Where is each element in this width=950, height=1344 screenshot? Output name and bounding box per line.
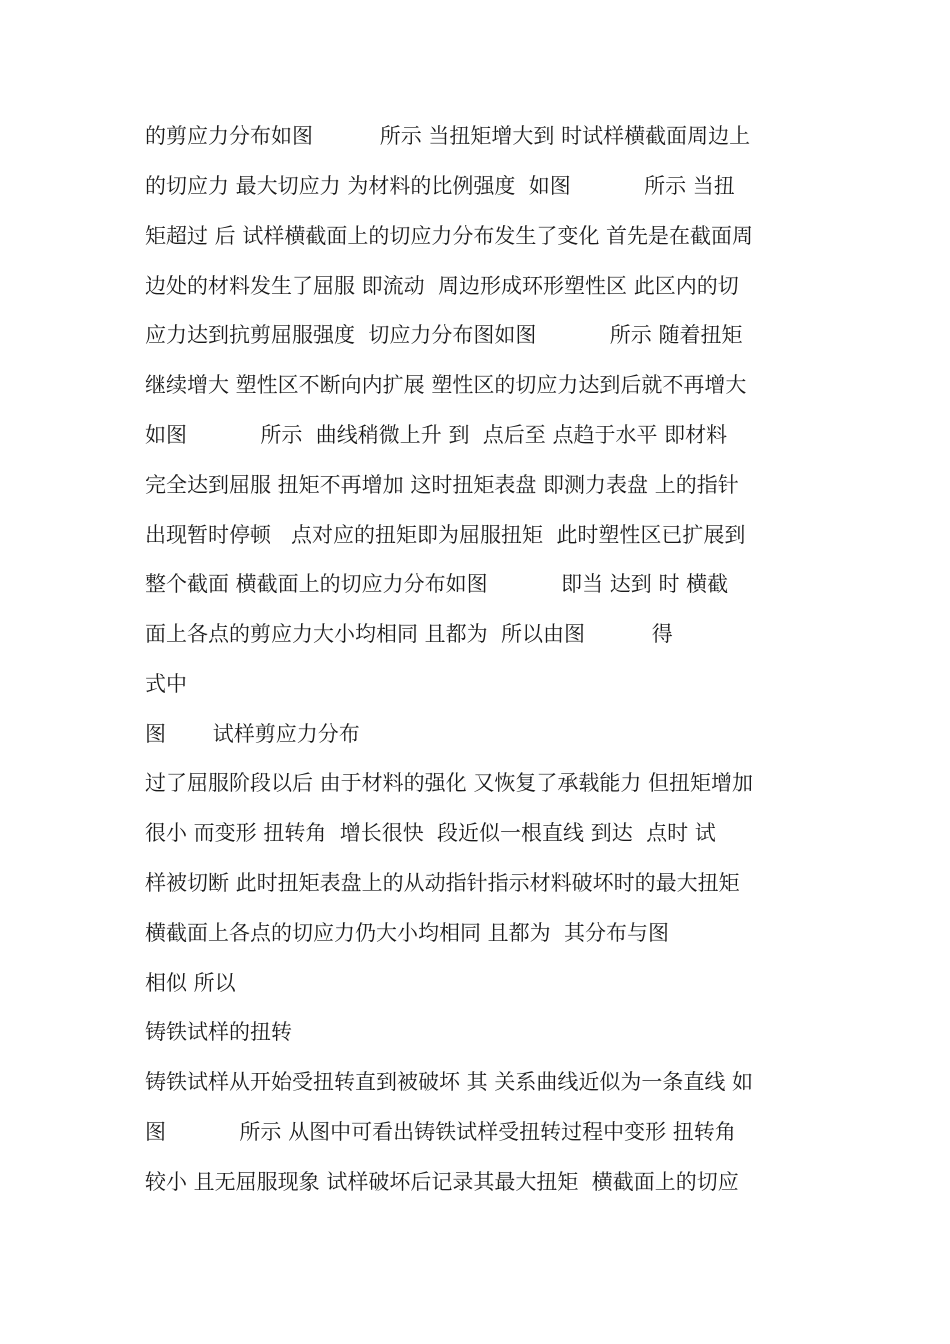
text-line: 完全达到屈服 扭矩不再增加 这时扭矩表盘 即测力表盘 上的指针	[145, 473, 739, 497]
text-line: 较小 且无屈服现象 试样破坏后记录其最大扭矩 横截面上的切应	[145, 1170, 739, 1194]
text-line: 很小 而变形 扭转角 增长很快 段近似一根直线 到达 点时 试	[145, 821, 716, 845]
text-line: 铸铁试样从开始受扭转直到被破坏 其 关系曲线近似为一条直线 如	[145, 1070, 754, 1094]
figure-caption: 图 试样剪应力分布	[145, 722, 360, 746]
text-line: 图 所示 从图中可看出铸铁试样受扭转过程中变形 扭转角	[145, 1120, 736, 1144]
text-line: 边处的材料发生了屈服 即流动 周边形成环形塑性区 此区内的切	[145, 274, 739, 298]
text-line: 的剪应力分布如图 所示 当扭矩增大到 时试样横截面周边上	[145, 124, 751, 148]
text-line: 出现暂时停顿 点对应的扭矩即为屈服扭矩 此时塑性区已扩展到	[145, 523, 746, 547]
text-line: 继续增大 塑性区不断向内扩展 塑性区的切应力达到后就不再增大	[145, 373, 747, 397]
text-line: 整个截面 横截面上的切应力分布如图 即当 达到 时 横截	[145, 572, 729, 596]
text-line: 的切应力 最大切应力 为材料的比例强度 如图 所示 当扭	[145, 174, 735, 198]
text-line: 面上各点的剪应力大小均相同 且都为 所以由图 得	[145, 622, 673, 646]
section-heading: 铸铁试样的扭转	[145, 1020, 292, 1044]
text-line: 应力达到抗剪屈服强度 切应力分布图如图 所示 随着扭矩	[145, 323, 743, 347]
text-line: 式中	[145, 672, 187, 696]
text-line: 样被切断 此时扭矩表盘上的从动指针指示材料破坏时的最大扭矩	[145, 871, 740, 895]
text-line: 矩超过 后 试样横截面上的切应力分布发生了变化 首先是在截面周	[145, 224, 754, 248]
text-line: 横截面上各点的切应力仍大小均相同 且都为 其分布与图	[145, 921, 670, 945]
text-line: 如图 所示 曲线稍微上升 到 点后至 点趋于水平 即材料	[145, 423, 728, 447]
text-line: 相似 所以	[145, 971, 236, 995]
text-line: 过了屈服阶段以后 由于材料的强化 又恢复了承载能力 但扭矩增加	[145, 771, 754, 795]
